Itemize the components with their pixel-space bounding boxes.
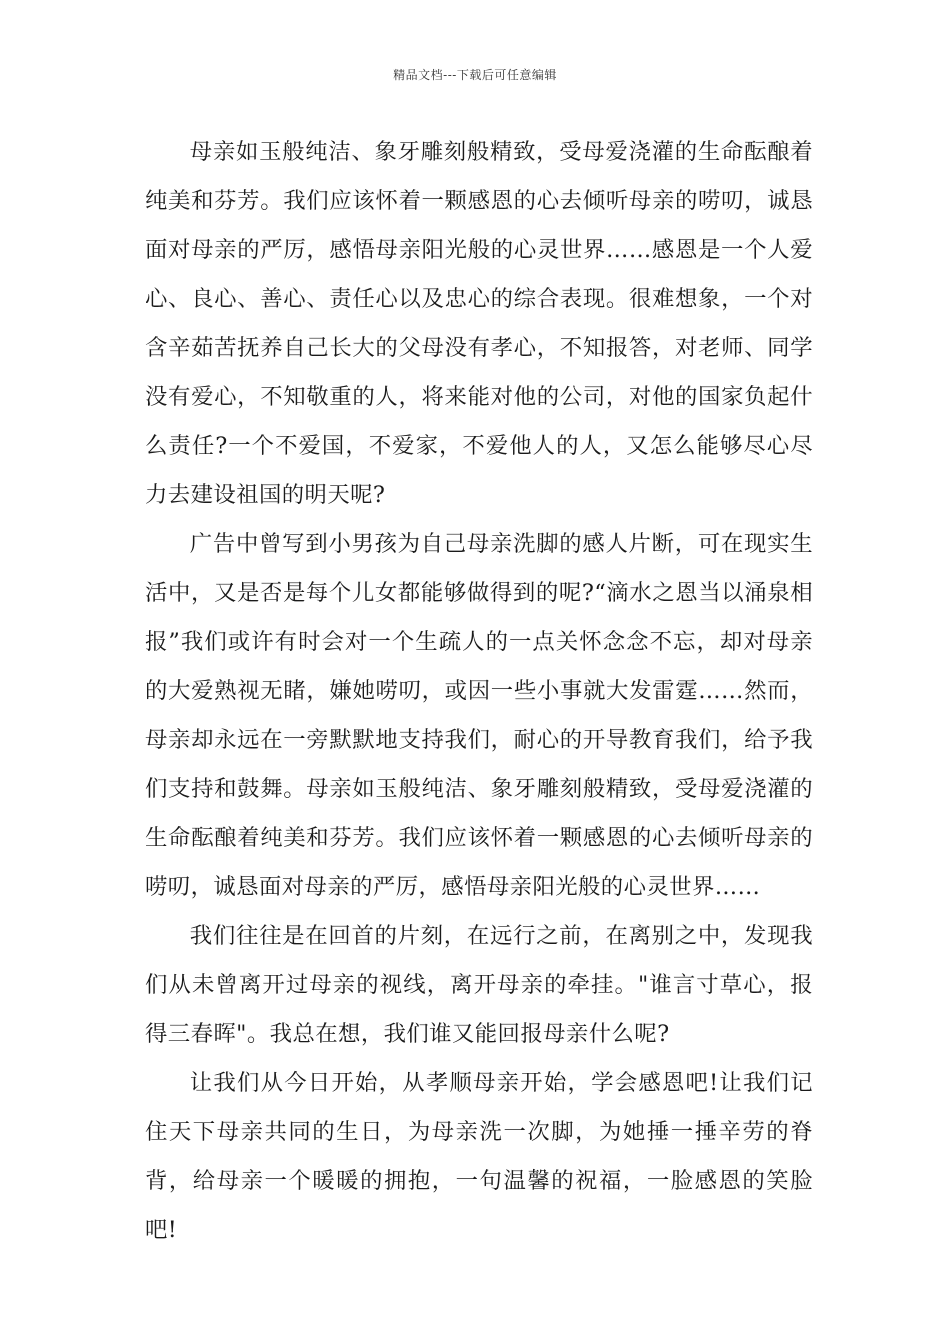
page-header: 精品文档---下载后可任意编辑: [393, 68, 557, 82]
paragraph-2: 广告中曾写到小男孩为自己母亲洗脚的感人片断，可在现实生活中，又是否是每个儿女都能够做得到的呢?“滴水之恩当以涌泉相报”我们或许有时会对一个生疏人的一点关怀念念不忘，却对母亲的大爱熟视无睹，嫌她唠叨，或因一些小事就大发雷霆……然而，母亲却永远在一旁默默地支持我们，耐心的开导教育我们，给予我们支持和鼓舞。母亲如玉般纯洁、象牙雕刻般精致，受母爱浇灌的生命酝酿着纯美和芬芳。我们应该怀着一颗感恩的心去倾听母亲的唠叨，诚恳面对母亲的严厉，感悟母亲阳光般的心灵世界……: [145, 531, 813, 900]
document-body: [145, 128, 813, 1255]
paragraph-3: 我们往往是在回首的片刻，在远行之前，在离别之中，发现我们从未曾离开过母亲的视线，离开母亲的牵挂。"谁言寸草心，报得三春晖"。我总在想，我们谁又能回报母亲什么呢?: [145, 923, 813, 1047]
paragraph-4: 让我们从今日开始，从孝顺母亲开始，学会感恩吧!让我们记住天下母亲共同的生日，为母亲洗一次脚，为她捶一捶辛劳的脊背，给母亲一个暖暖的拥抱，一句温馨的祝福，一脸感恩的笑脸吧!: [145, 1070, 813, 1243]
paragraph-1: 母亲如玉般纯洁、象牙雕刻般精致，受母爱浇灌的生命酝酿着纯美和芬芳。我们应该怀着一颗感恩的心去倾听母亲的唠叨，诚恳面对母亲的严厉，感悟母亲阳光般的心灵世界……感恩是一个人爱心、良心、善心、责任心以及忠心的综合表现。很难想象，一个对含辛茹苦抚养自己长大的父母没有孝心，不知报答，对老师、同学没有爱心，不知敬重的人，将来能对他的公司，对他的国家负起什么责任?一个不爱国，不爱家，不爱他人的人，又怎么能够尽心尽力去建设祖国的明天呢?: [145, 139, 813, 508]
